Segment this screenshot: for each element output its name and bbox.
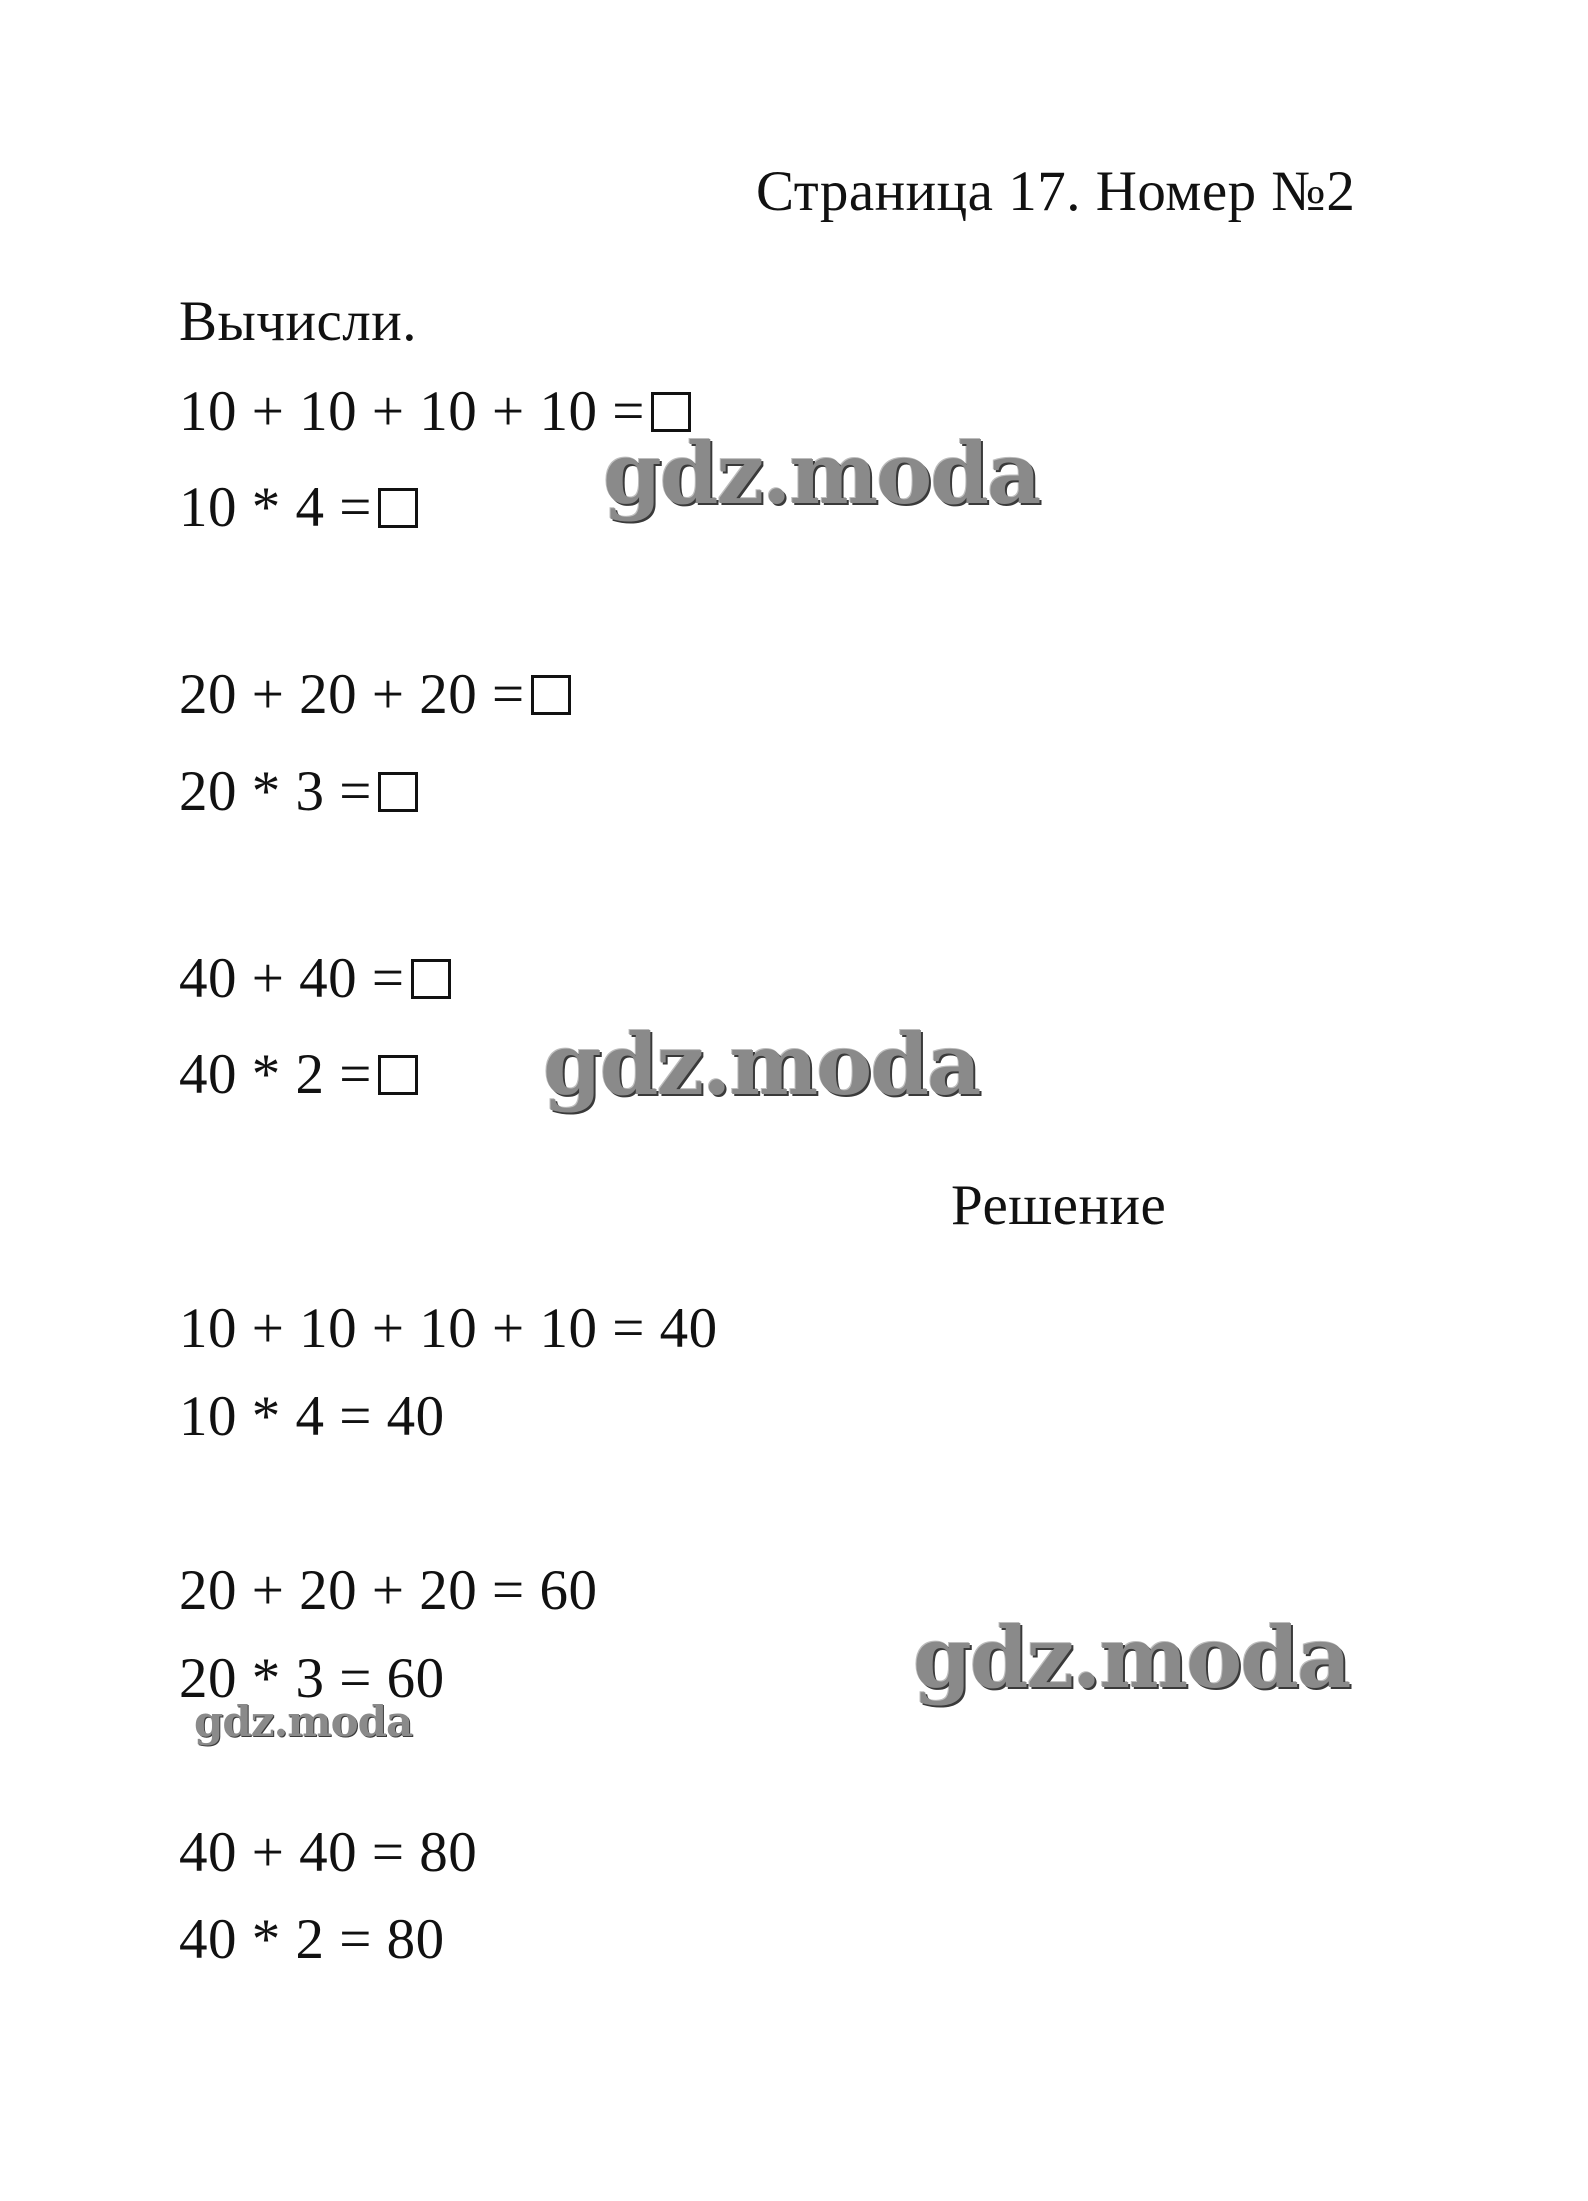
task-row: [179, 663, 571, 726]
task-instruction: Вычисли.: [179, 290, 417, 353]
answer-box: [531, 675, 571, 715]
page-title: Страница 17. Номер №2: [756, 160, 1356, 223]
answer-box: [378, 772, 418, 812]
task-expression: 20 + 20 + 20 =: [179, 663, 525, 726]
watermark: gdz.moda: [913, 1608, 1350, 1707]
task-expression: 40 * 2 =: [179, 1043, 372, 1106]
watermark: gdz.moda: [603, 424, 1040, 523]
solution-row: 40 * 2 = 80: [179, 1908, 445, 1971]
task-expression: 10 * 4 =: [179, 476, 372, 539]
answer-box: [411, 959, 451, 999]
task-expression: 40 + 40 =: [179, 947, 405, 1010]
task-row: [179, 947, 451, 1010]
task-row: [179, 760, 418, 823]
task-expression: 10 + 10 + 10 + 10 =: [179, 380, 645, 443]
solution-row: 10 * 4 = 40: [179, 1385, 445, 1448]
watermark: gdz.moda: [543, 1015, 980, 1114]
solution-heading: Решение: [951, 1174, 1167, 1237]
solution-row: 20 * 3 = 60: [179, 1647, 445, 1710]
answer-box: [378, 1055, 418, 1095]
solution-row: 20 + 20 + 20 = 60: [179, 1559, 598, 1622]
task-row: [179, 1043, 418, 1106]
solution-row: 40 + 40 = 80: [179, 1821, 478, 1884]
answer-box: [378, 488, 418, 528]
watermark: gdz.moda: [194, 1697, 413, 1746]
task-row: [179, 476, 418, 539]
solution-row: 10 + 10 + 10 + 10 = 40: [179, 1297, 718, 1360]
task-expression: 20 * 3 =: [179, 760, 372, 823]
